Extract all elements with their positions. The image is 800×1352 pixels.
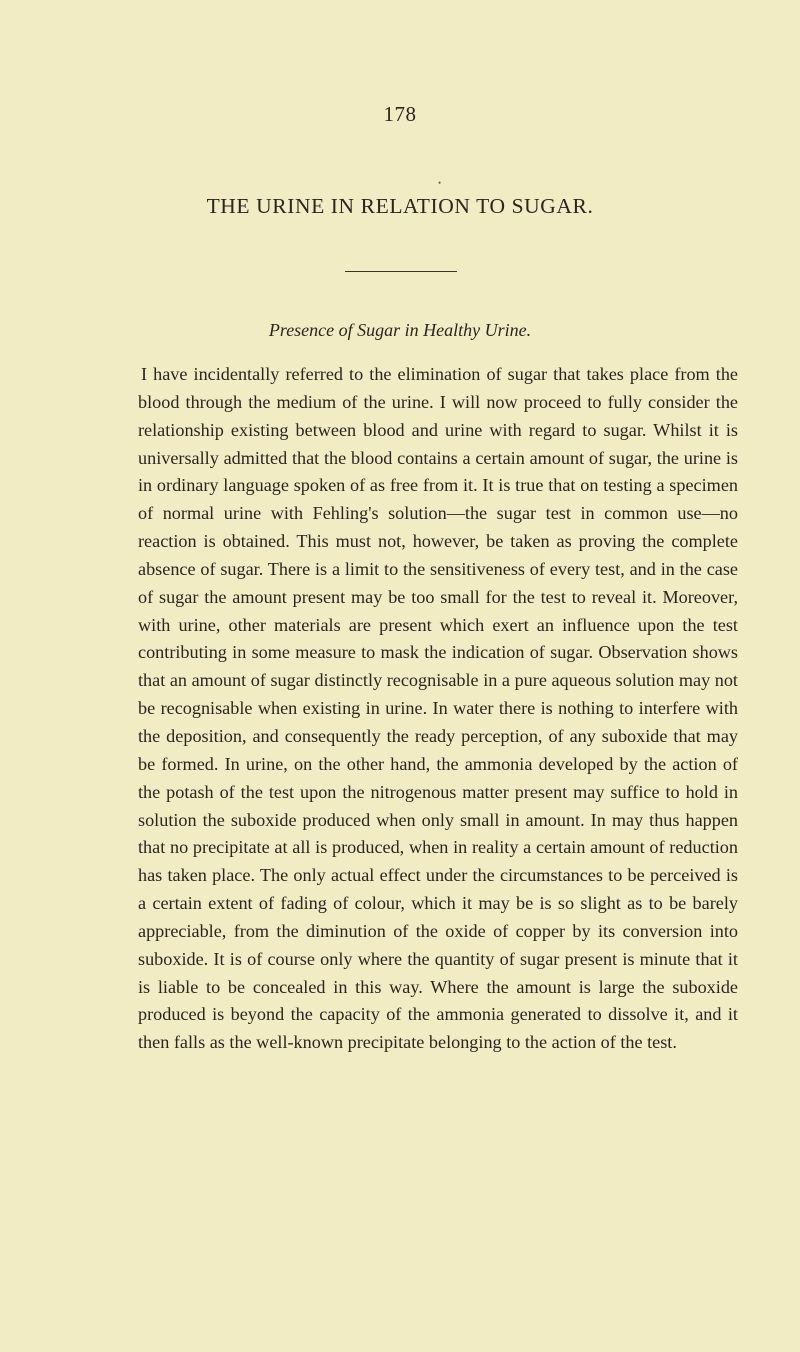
body-paragraph: I have incidentally referred to the elimination of sugar that takes place from the blood through the medium of the urine. I will now proceed to fully consider the relationship existing between blood and urine with regard to sugar. Whilst it is universally admitted that the blood contains a certain amount of sugar, the urine is in ordinary language spoken of as free from it. It is true that on testing a specimen of normal urine with Fehling's solution—the sugar test in common use—no reaction is obtained. This must not, however, be taken as proving the complete absence of sugar. There is a limit to the sensitiveness of every test, and in the case of sugar the amount present may be too small for the test to reveal it. Moreover, with urine, other materials are present which exert an influence upon the test contributing in some measure to mask the indication of sugar. Observation shows that an amount of sugar distinctly recognisable in a pure aqueous solution may not be recognisable when existing in urine. In water there is nothing to interfere with the deposition, and consequently the ready perception, of any suboxide that may be formed. In urine, on the other hand, the ammonia developed by the action of the potash of the test upon the nitrogenous matter present may suffice to hold in solution the suboxide produced when only small in amount. In may thus happen that no precipitate at all is produced, when in reality a certain amount of reduction has taken place. The only actual effect under the circumstances to be perceived is a certain extent of fading of colour, which it may be is so slight as to be barely appreciable, from the diminution of the oxide of copper by its conversion into suboxide. It is of course only where the quantity of sugar present is minute that it is liable to be concealed in this way. Where the amount is large the suboxide produced is beyond the capacity of the ammonia generated to dissolve it, and it then falls as the well-known precipitate belonging to the action of the test. [138, 364, 738, 1053]
page-number: 178 [383, 102, 417, 126]
chapter-title: THE URINE IN RELATION TO SUGAR. [206, 194, 594, 218]
title-divider [345, 271, 457, 272]
print-speck: • [438, 178, 442, 188]
section-heading: Presence of Sugar in Healthy Urine. [268, 320, 532, 340]
